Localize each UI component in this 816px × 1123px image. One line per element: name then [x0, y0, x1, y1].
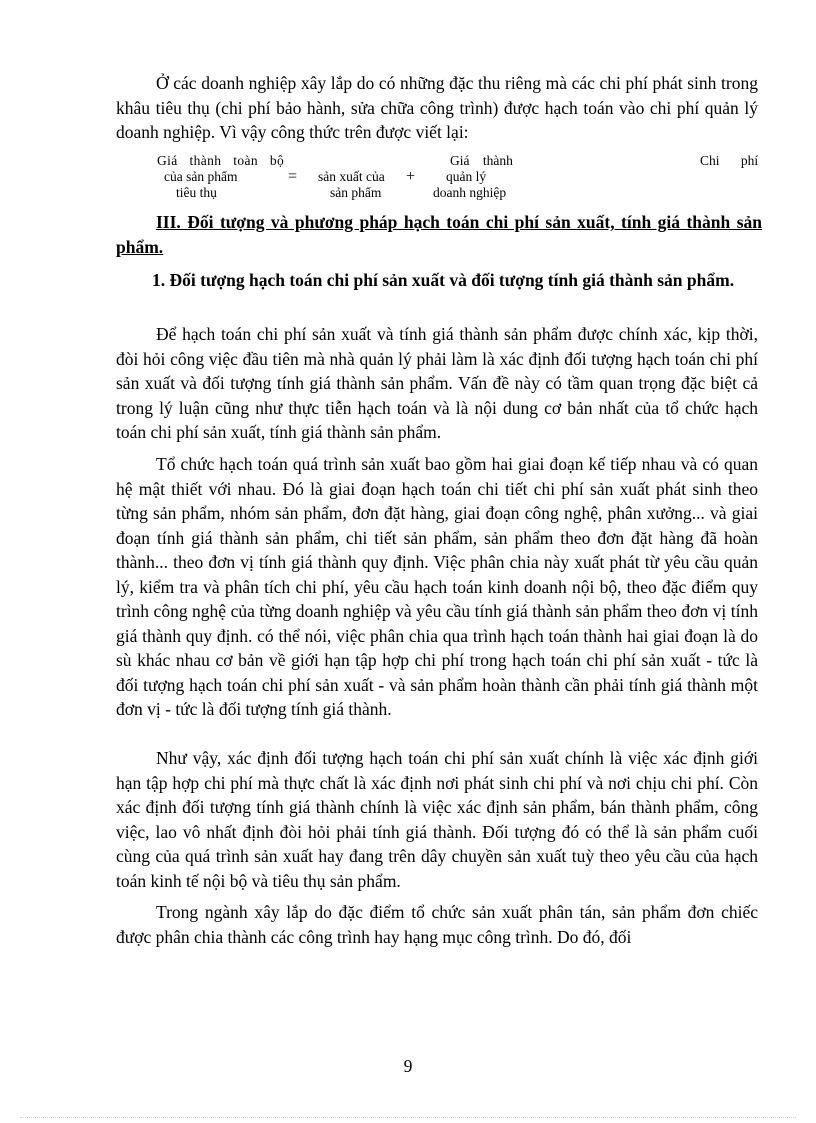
cost-formula [0, 153, 816, 203]
page-number: 9 [403, 1056, 413, 1076]
formula-plus: + [406, 168, 416, 185]
formula-equals: = [288, 168, 298, 185]
formula-chi-phi: Chi phí [700, 153, 759, 168]
paragraph-2 [116, 452, 758, 722]
page-bottom-divider [20, 1117, 796, 1118]
paragraph-4-text: Trong ngành xây lắp do đặc điểm tổ chức sản xuất phân tán, sản phẩm đơn chiếc được phân chia thành các công trình hay hạng mục công trình. Do đó, đối [116, 902, 758, 947]
paragraph-3 [116, 746, 758, 893]
paragraph-3-text: Như vậy, xác định đối tượng hạch toán chi phí sản xuất chính là việc xác định giới hạn tập hợp chi phí mà thực chất là xác định nơi phát sinh chi phí và nơi chịu chi phí. Còn xác định đối tượng tính giá thành chính là việc xác định sản phẩm, bán thành phẩm, công việc, lao vô nhất định đòi hỏi phải tính giá thành. Đối tượng đó có thể là sản phẩm cuối cùng của quá trình sản xuất hay đang trên dây chuyền sản xuất tuỳ theo yêu cầu của hạch toán kinh tế nội bộ và tiêu thụ sản phẩm. [116, 748, 758, 891]
formula-lhs-line1: Giá thành toàn bộ [157, 153, 285, 168]
paragraph-2-text: Tổ chức hạch toán quá trình sản xuất bao gồm hai giai đoạn kế tiếp nhau và có quan hệ mật thiết với nhau. Đó là giai đoạn hạch toán chi tiết chi phí sản xuất phát sinh theo từng sản phẩm, nhóm sản phẩm, đơn đặt hàng, giai đoạn công nghệ, phân xưởng... và giai đoạn tính giá thành sản phẩm, chi tiết sản phẩm, sản phẩm theo đơn đặt hàng đã hoàn thành... theo đơn vị tính giá thành quy định. Việc phân chia này xuất phát từ yêu cầu quản lý, kiểm tra và phân tích chi phí, yêu cầu hạch toán kinh doanh nội bộ, theo đặc điểm quy trình công nghệ của từng doanh nghiệp và yêu cầu tính giá thành sản phẩm theo đơn vị tính giá thành quy định. có thể nói, việc phân chia qua trình hạch toán thành hai giai đoạn là do sù khác nhau cơ bản về giới hạn tập hợp chi phí trong hạch toán chi phí sản xuất - tức là đối tượng hạch toán chi phí sản xuất - và sản phẩm hoàn thành cần phải tính giá thành một đơn vị - tức là đối tượng tính giá thành. [116, 454, 758, 719]
intro-text: Ở các doanh nghiệp xây lắp do có những đặc thu riêng mà các chi phí phát sinh trong khâu tiêu thụ (chi phí bảo hành, sửa chữa công trình) được hạch toán vào chi phí quản lý doanh nghiệp. Vì vậy công thức trên được viết lại: [116, 73, 758, 142]
formula-ql-line1: quản lý [446, 169, 487, 184]
intro-paragraph [116, 71, 758, 145]
formula-mid-line2: sản phẩm [330, 185, 382, 200]
formula-lhs-line2: của sản phẩm [164, 169, 238, 184]
paragraph-4 [116, 900, 758, 949]
section-heading: III. Đối tượng và phương pháp hạch toán chi phí sản xuất, tính giá thành sản phẩm. [116, 212, 762, 257]
paragraph-1-text: Để hạch toán chi phí sản xuất và tính giá thành sản phẩm được chính xác, kịp thời, đòi hỏi công việc đầu tiên mà nhà quản lý phải làm là xác định đối tượng hạch toán chi phí sản xuất và đối tượng tính giá thành sản phẩm. Vấn đề này có tầm quan trọng đặc biệt cả trong lý luận cũng như thực tiễn hạch toán và là nội dung cơ bản nhất của tổ chức hạch toán chi phí sản xuất, tính giá thành sản phẩm. [116, 324, 758, 442]
sub-heading: 1. Đối tượng hạch toán chi phí sản xuất và đối tượng tính giá thành sản phẩm. [152, 270, 735, 290]
formula-ql-line2: doanh nghiệp [433, 185, 507, 200]
paragraph-1 [116, 322, 758, 445]
formula-mid-line1: sản xuất của [318, 169, 385, 184]
formula-gia-thanh: Giá thành [450, 153, 513, 168]
formula-lhs-line3: tiêu thụ [176, 185, 217, 200]
